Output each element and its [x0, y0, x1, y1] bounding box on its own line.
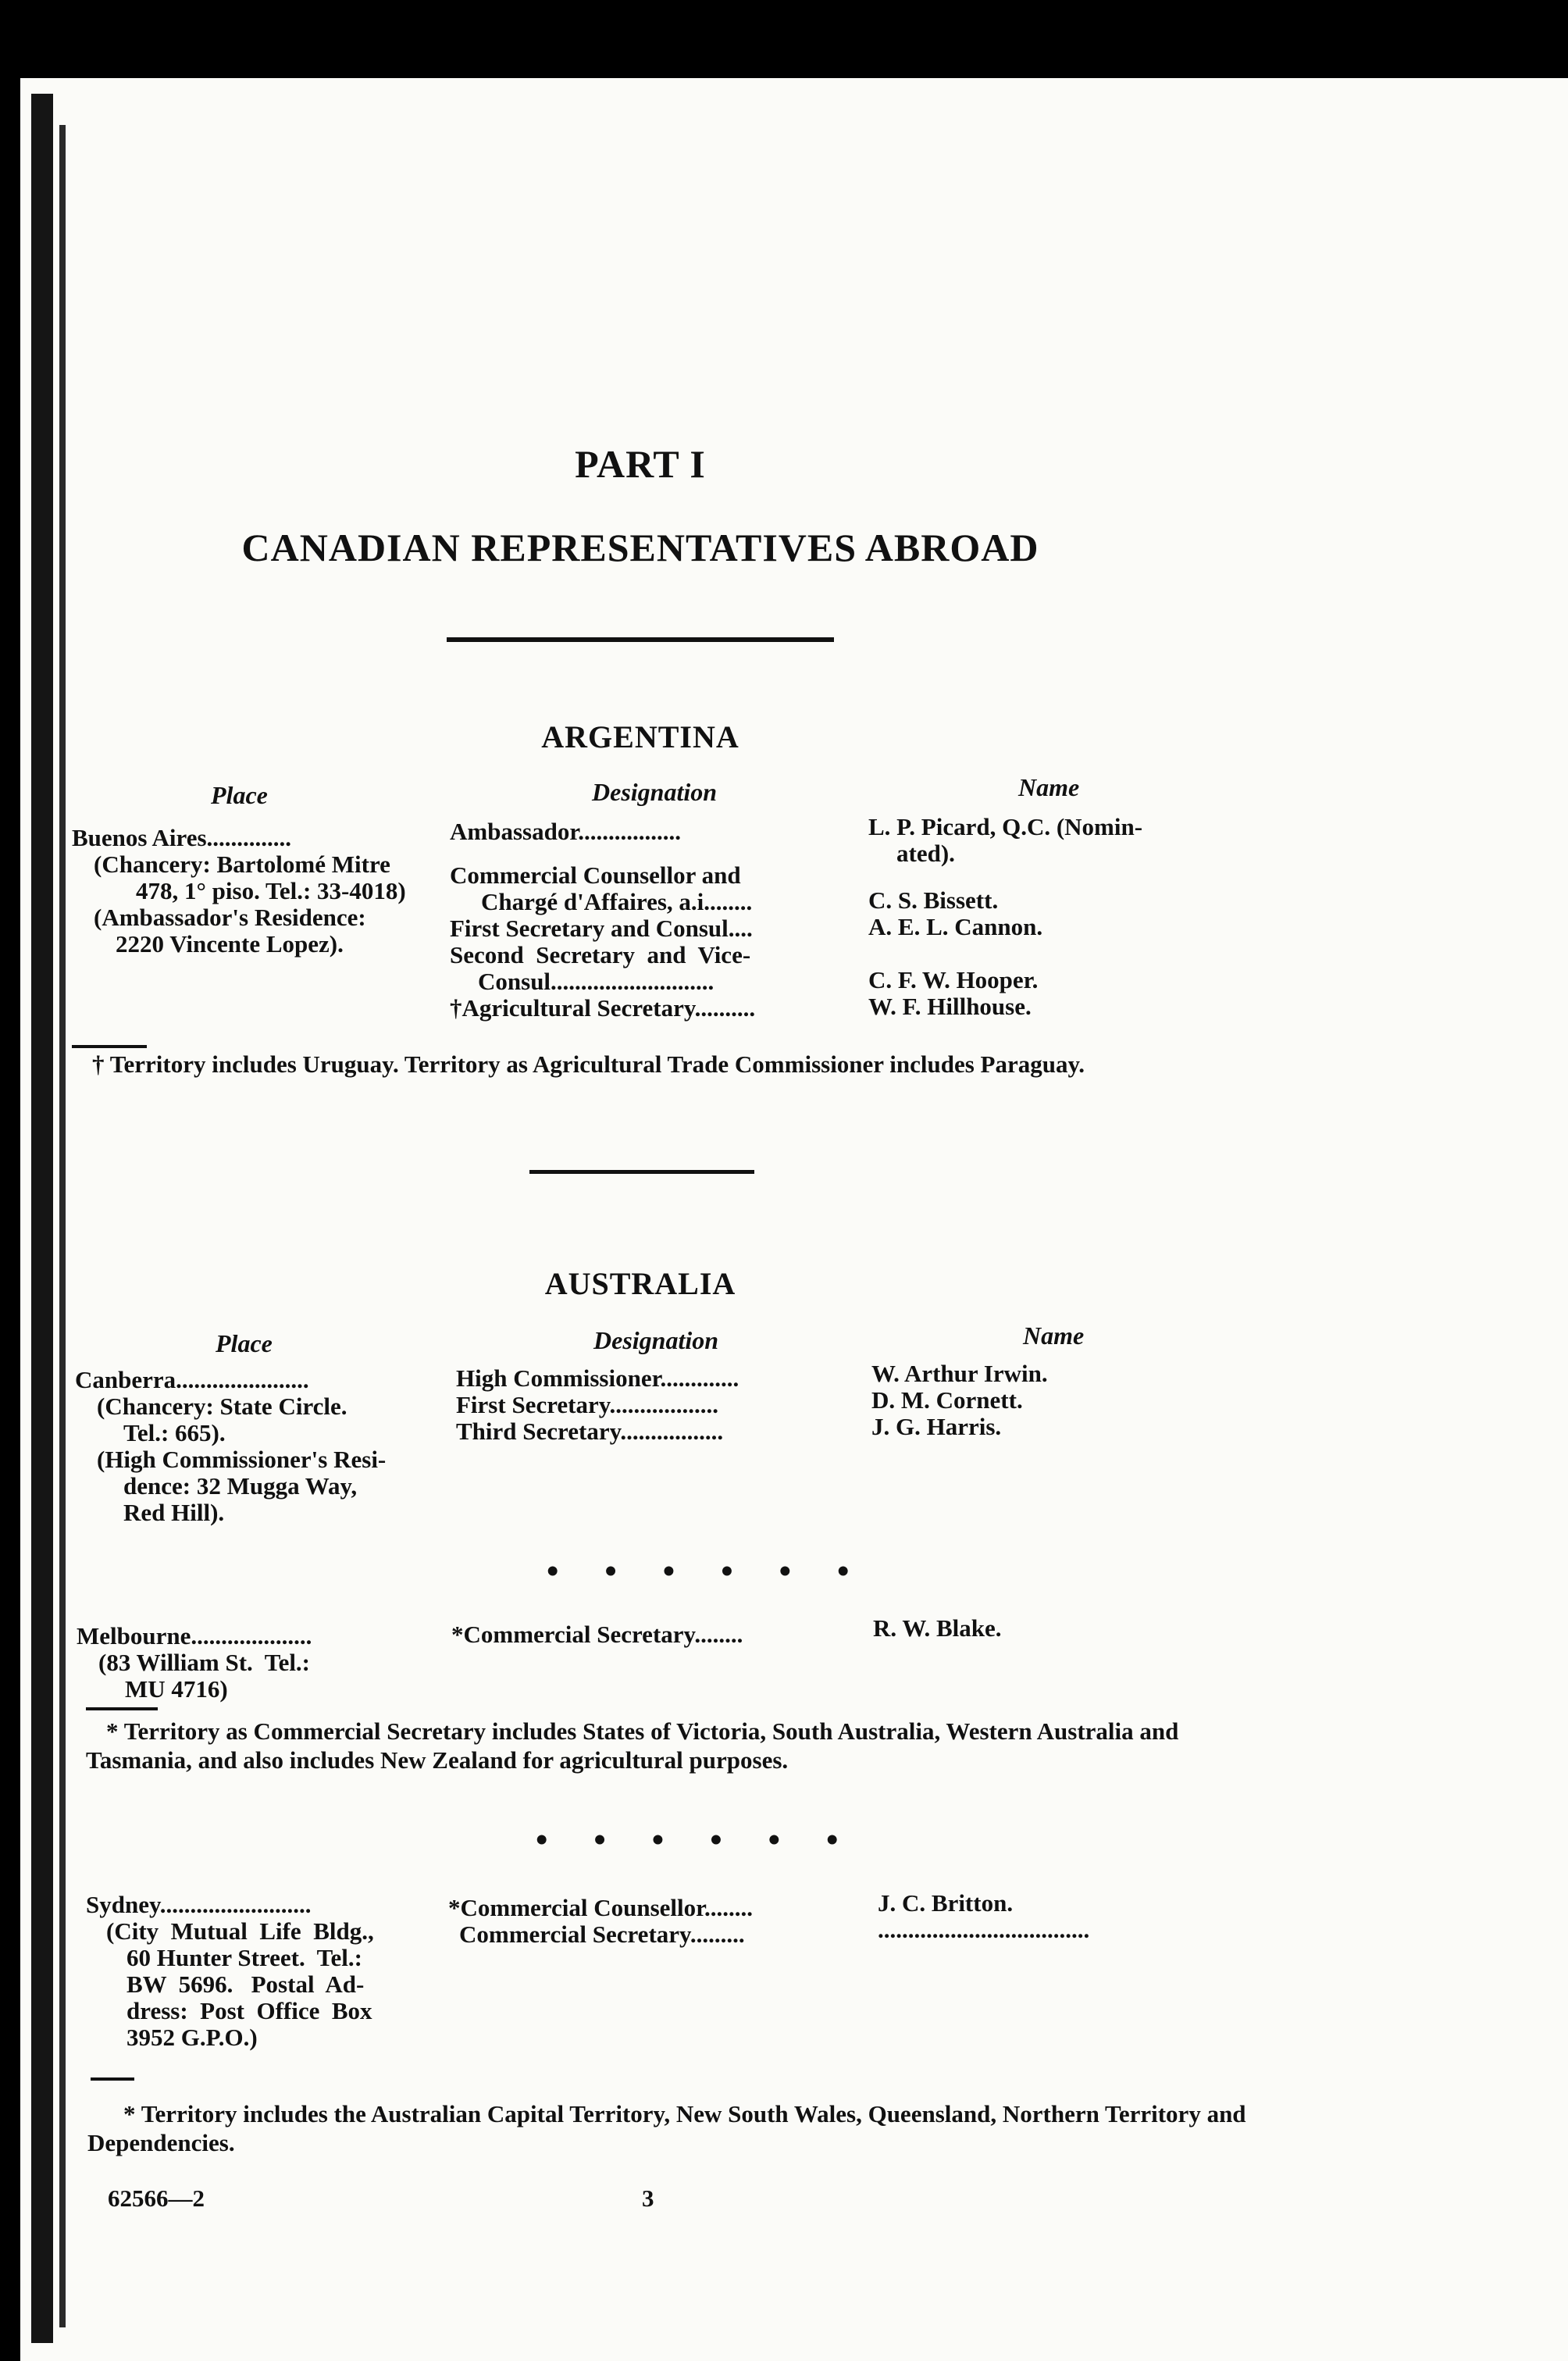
argentina-footnote: † Territory includes Uruguay. Territory as Agricultural Trade Commissioner includes Paraguay. — [92, 1050, 1085, 1078]
name-line: A. E. L. Cannon. — [868, 913, 1043, 940]
column-header-designation: Designation — [593, 1326, 719, 1354]
place-line: Tel.: 665). — [123, 1419, 226, 1446]
designation-line: Consul........................... — [478, 968, 715, 995]
column-header-place: Place — [216, 1329, 273, 1357]
footnote-rule — [72, 1045, 147, 1048]
sydney-designations — [448, 1895, 753, 1948]
argentina-place — [72, 825, 406, 958]
canberra-place — [75, 1367, 386, 1526]
sydney-names — [878, 1890, 1089, 1943]
designation-line: †Agricultural Secretary.......... — [450, 994, 756, 1022]
melbourne-designation: *Commercial Secretary........ — [451, 1621, 743, 1648]
place-line: Sydney......................... — [86, 1891, 312, 1918]
place-line: dence: 32 Mugga Way, — [123, 1472, 358, 1500]
section-rule — [529, 1170, 754, 1174]
canberra-names — [871, 1361, 1048, 1440]
designation-line: High Commissioner............. — [456, 1364, 739, 1392]
country-heading-argentina: ARGENTINA — [541, 719, 739, 754]
name-line: ................................... — [878, 1916, 1090, 1943]
name-line: C. F. W. Hooper. — [868, 966, 1039, 993]
designation-line: Commercial Secretary......... — [459, 1921, 745, 1948]
designation-line: Ambassador................. — [450, 818, 681, 845]
name-line: ated). — [896, 840, 955, 867]
column-header-name: Name — [1018, 773, 1080, 801]
place-line: 3952 G.P.O.) — [127, 2024, 258, 2051]
canberra-designations — [456, 1365, 739, 1445]
footnote-rule — [86, 1707, 158, 1710]
designation-line: Commercial Counsellor and — [450, 861, 741, 889]
place-line: Canberra...................... — [75, 1366, 309, 1393]
place-line: Melbourne.................... — [77, 1622, 312, 1649]
place-line: dress: Post Office Box — [127, 1997, 372, 2024]
print-code: 62566—2 — [108, 2184, 205, 2212]
place-line: Red Hill). — [123, 1499, 225, 1526]
place-line: 60 Hunter Street. Tel.: — [127, 1944, 362, 1971]
designation-line: Second Secretary and Vice- — [450, 941, 751, 968]
part-heading: PART I — [575, 442, 706, 486]
page-number: 3 — [642, 2184, 654, 2212]
name-line: W. F. Hillhouse. — [868, 993, 1032, 1020]
name-line: D. M. Cornett. — [871, 1386, 1023, 1414]
argentina-names — [868, 814, 1142, 1020]
sydney-place — [86, 1892, 374, 2051]
designation-line: *Commercial Counsellor........ — [448, 1894, 754, 1921]
designation-line: First Secretary and Consul.... — [450, 915, 753, 942]
designation-line: Third Secretary................. — [456, 1418, 724, 1445]
melbourne-name: R. W. Blake. — [873, 1614, 1002, 1642]
footnote-rule — [91, 2077, 134, 2081]
place-line: (83 William St. Tel.: — [98, 1649, 311, 1676]
melbourne-footnote: * Territory as Commercial Secretary includes States of Victoria, South Australia, Western Australia and Tasmania, and also includes New Zealand for agricultural purposes. — [86, 1717, 1179, 1774]
column-header-place: Place — [211, 781, 268, 809]
column-header-name: Name — [1023, 1321, 1085, 1350]
name-line: L. P. Picard, Q.C. (Nomin- — [868, 813, 1143, 840]
place-line: (Chancery: Bartolomé Mitre — [94, 851, 390, 878]
sydney-footnote: * Territory includes the Australian Capital Territory, New South Wales, Queensland, Northern Territory and Dependencies. — [87, 2100, 1246, 2156]
place-line: BW 5696. Postal Ad- — [127, 1970, 365, 1998]
place-line: MU 4716) — [125, 1675, 228, 1703]
name-line: C. S. Bissett. — [868, 886, 999, 914]
place-line: 478, 1° piso. Tel.: 33-4018) — [136, 877, 406, 904]
country-heading-australia: AUSTRALIA — [544, 1266, 736, 1301]
document-title: CANADIAN REPRESENTATIVES ABROAD — [241, 526, 1039, 569]
place-line: Buenos Aires.............. — [72, 824, 292, 851]
column-header-designation: Designation — [592, 778, 718, 806]
place-line: (Ambassador's Residence: — [94, 904, 366, 931]
name-line: J. G. Harris. — [871, 1413, 1002, 1440]
binding-edge — [31, 94, 53, 2343]
place-line: (Chancery: State Circle. — [97, 1393, 347, 1420]
designation-line: First Secretary.................. — [456, 1391, 719, 1418]
separator-dots: • • • • • • — [536, 1821, 857, 1859]
separator-dots: • • • • • • — [547, 1552, 868, 1590]
melbourne-place — [77, 1623, 312, 1703]
place-line: (High Commissioner's Resi- — [97, 1446, 387, 1473]
designation-line: Chargé d'Affaires, a.i........ — [481, 888, 753, 915]
argentina-designations — [450, 819, 755, 1022]
place-line: 2220 Vincente Lopez). — [116, 930, 344, 958]
name-line: J. C. Britton. — [878, 1889, 1014, 1917]
place-line: (City Mutual Life Bldg., — [106, 1917, 374, 1945]
name-line: W. Arthur Irwin. — [871, 1360, 1048, 1387]
title-rule — [447, 637, 834, 642]
